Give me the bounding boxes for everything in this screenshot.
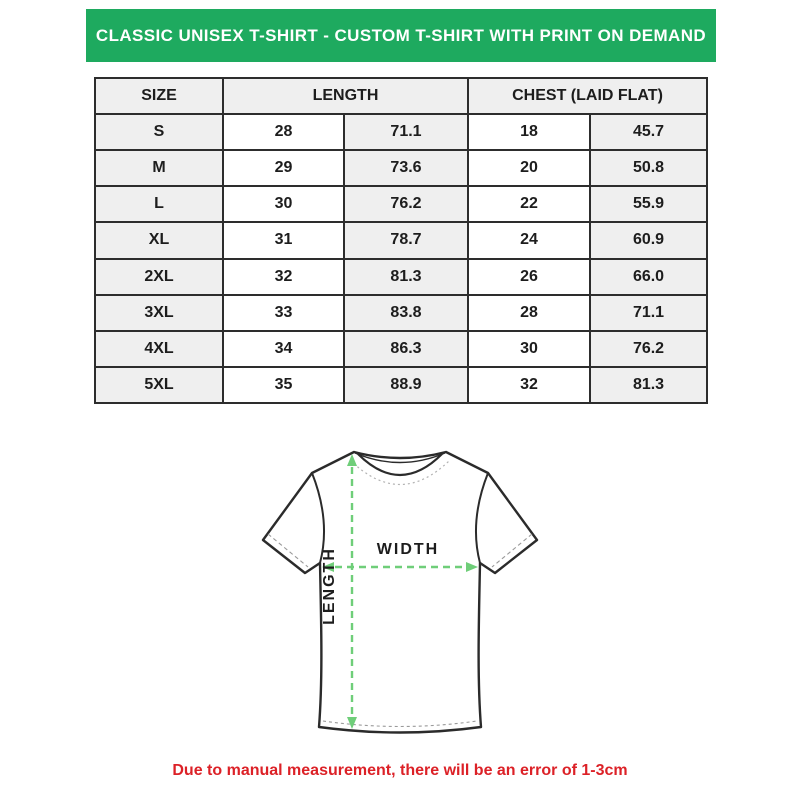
table-row — [95, 186, 707, 222]
cell-length_in: 30 — [223, 186, 344, 222]
cell-size: 5XL — [95, 367, 223, 403]
cell-length_in: 29 — [223, 150, 344, 186]
cell-size: 3XL — [95, 295, 223, 331]
cell-size: S — [95, 114, 223, 150]
table-row — [95, 367, 707, 403]
length-label: LENGTH — [321, 547, 338, 625]
cell-chest_in: 30 — [468, 331, 590, 367]
cell-length_in: 32 — [223, 259, 344, 295]
table-row — [95, 331, 707, 367]
cell-length_cm: 78.7 — [344, 222, 468, 258]
cell-size: M — [95, 150, 223, 186]
cell-size: XL — [95, 222, 223, 258]
table-row — [95, 222, 707, 258]
cell-length_in: 35 — [223, 367, 344, 403]
cell-chest_in: 32 — [468, 367, 590, 403]
cell-length_cm: 71.1 — [344, 114, 468, 150]
width-label: WIDTH — [376, 541, 440, 558]
title-banner — [86, 9, 716, 62]
column-header-length: LENGTH — [223, 78, 468, 114]
cell-length_cm: 83.8 — [344, 295, 468, 331]
measurement-note-text: Due to manual measurement, there will be an error of 1-3cm — [172, 762, 628, 779]
cell-length_in: 28 — [223, 114, 344, 150]
cell-length_cm: 76.2 — [344, 186, 468, 222]
cell-length_in: 33 — [223, 295, 344, 331]
tshirt-diagram — [250, 436, 550, 746]
table-row — [95, 150, 707, 186]
cell-chest_cm: 55.9 — [590, 186, 707, 222]
cell-chest_in: 22 — [468, 186, 590, 222]
cell-size: 2XL — [95, 259, 223, 295]
page-title: CLASSIC UNISEX T-SHIRT - CUSTOM T-SHIRT WITH PRINT ON DEMAND — [95, 25, 707, 45]
cell-chest_cm: 45.7 — [590, 114, 707, 150]
size-table — [94, 77, 708, 404]
cell-chest_in: 18 — [468, 114, 590, 150]
size-table-header — [95, 78, 707, 114]
column-header-chest: CHEST (LAID FLAT) — [468, 78, 707, 114]
size-table-body — [95, 114, 707, 403]
cell-chest_cm: 66.0 — [590, 259, 707, 295]
cell-chest_in: 26 — [468, 259, 590, 295]
cell-length_cm: 81.3 — [344, 259, 468, 295]
cell-chest_in: 24 — [468, 222, 590, 258]
measurement-note — [0, 762, 800, 780]
cell-chest_in: 20 — [468, 150, 590, 186]
cell-size: 4XL — [95, 331, 223, 367]
cell-length_cm: 86.3 — [344, 331, 468, 367]
column-header-size: SIZE — [95, 78, 223, 114]
cell-chest_cm: 60.9 — [590, 222, 707, 258]
cell-length_in: 31 — [223, 222, 344, 258]
cell-chest_cm: 50.8 — [590, 150, 707, 186]
header-row — [95, 78, 707, 114]
tshirt-outline — [263, 452, 537, 733]
cell-chest_cm: 76.2 — [590, 331, 707, 367]
table-row — [95, 259, 707, 295]
cell-length_in: 34 — [223, 331, 344, 367]
cell-size: L — [95, 186, 223, 222]
cell-chest_cm: 81.3 — [590, 367, 707, 403]
table-row — [95, 295, 707, 331]
cell-chest_cm: 71.1 — [590, 295, 707, 331]
table-row — [95, 114, 707, 150]
cell-length_cm: 73.6 — [344, 150, 468, 186]
cell-length_cm: 88.9 — [344, 367, 468, 403]
cell-chest_in: 28 — [468, 295, 590, 331]
